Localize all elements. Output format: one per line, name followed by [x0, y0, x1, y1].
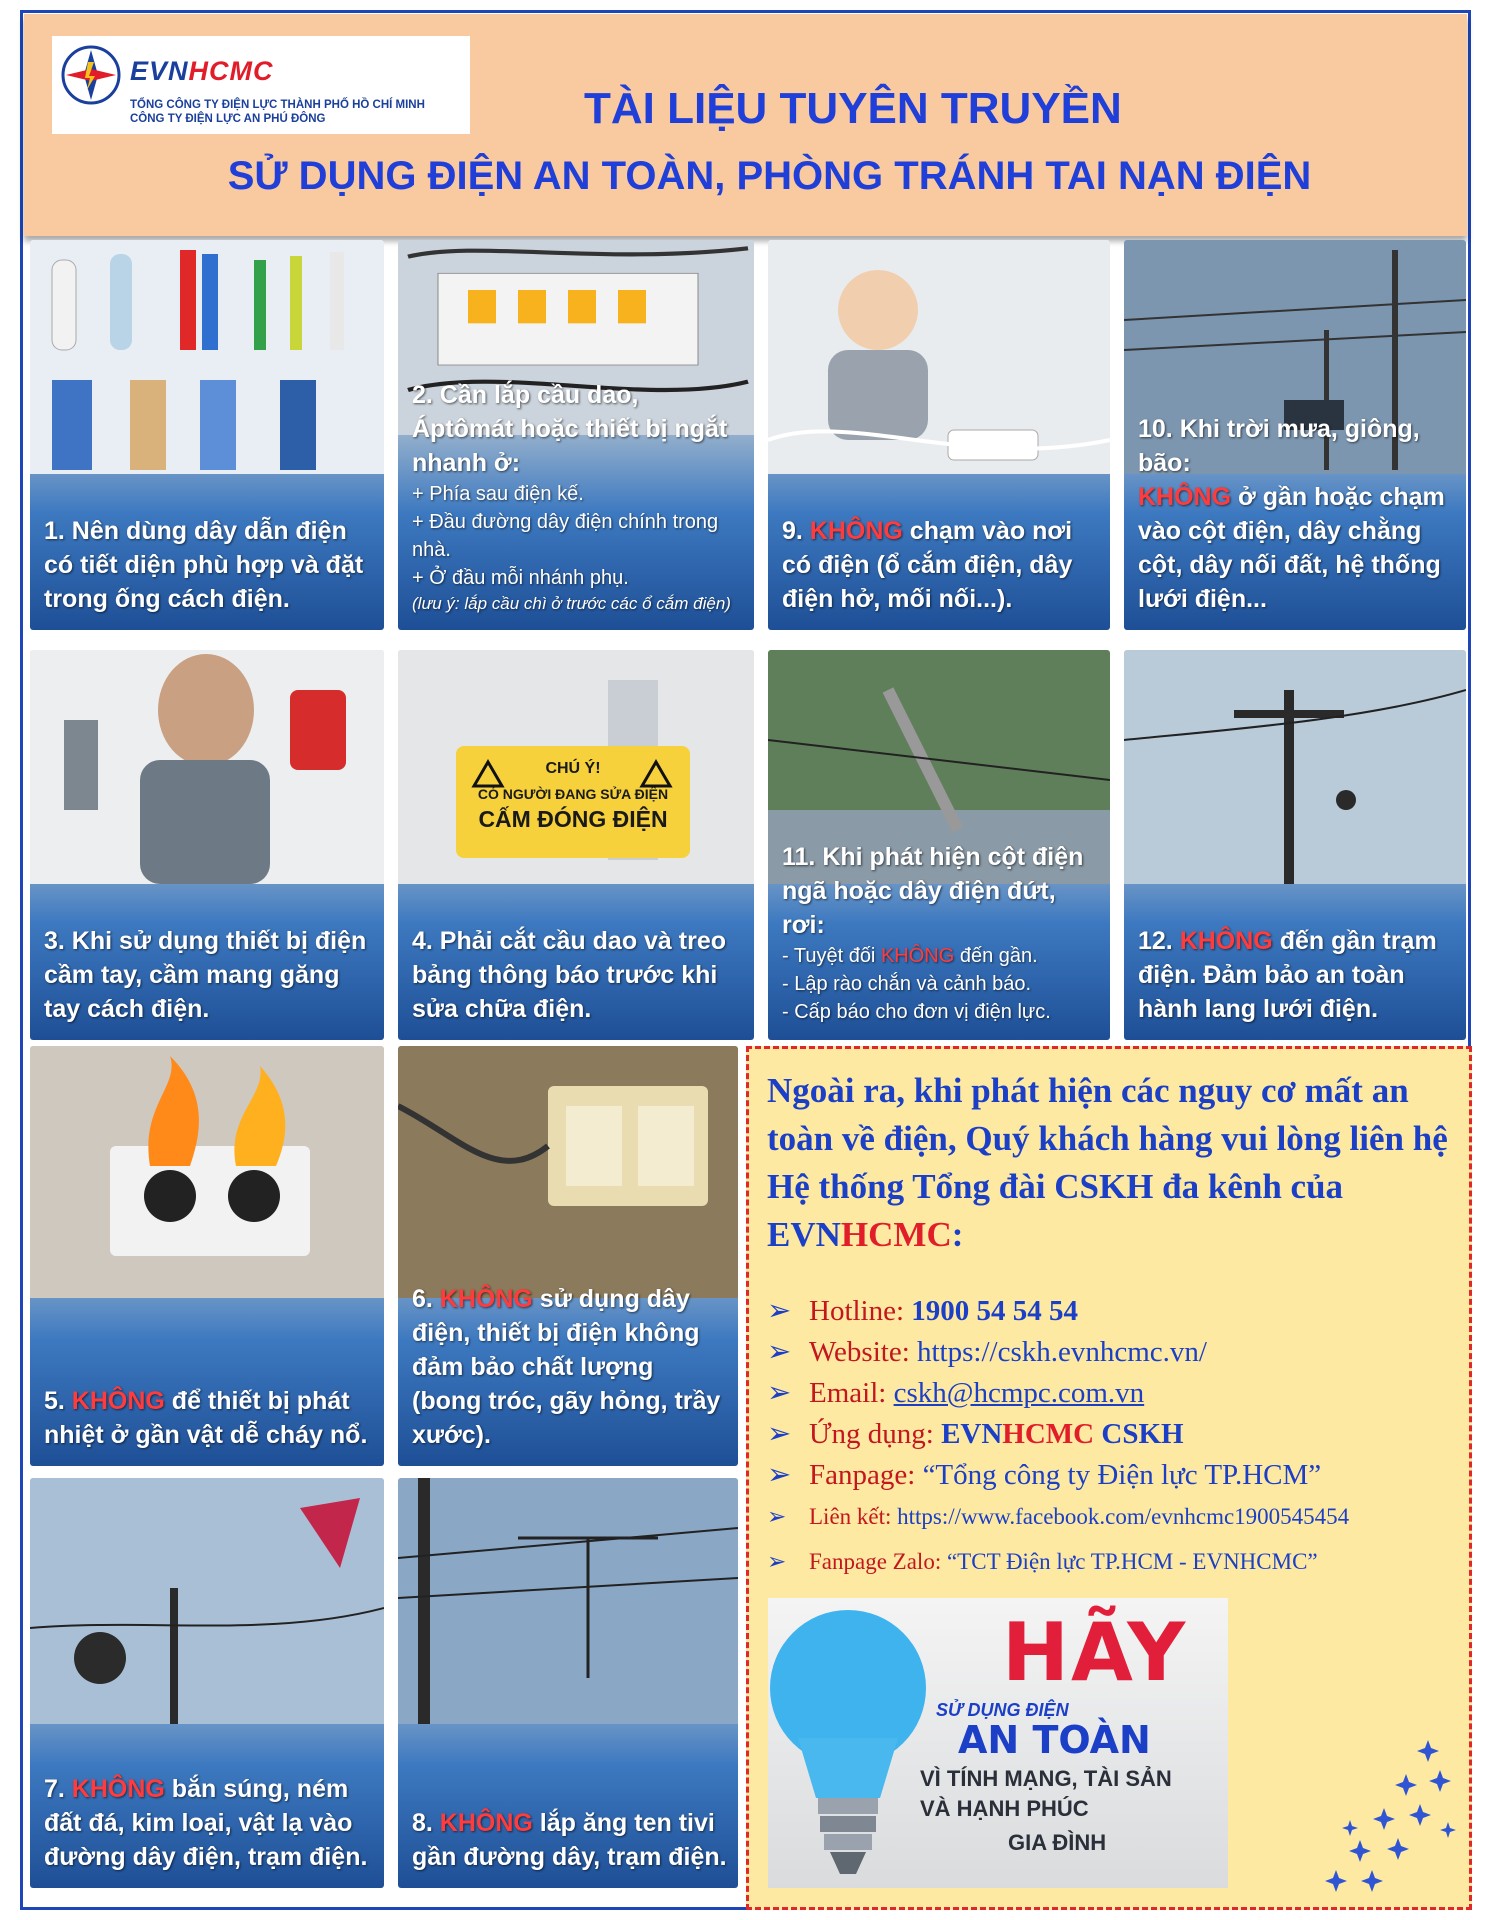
tile-caption: 8. KHÔNG lắp ăng ten tivi gần đường dây, trạm điện. — [412, 1809, 727, 1871]
website-link[interactable]: https://cskh.evnhcmc.vn/ — [917, 1336, 1207, 1368]
evnhcmc-logo — [52, 36, 470, 134]
tile-caption: 9. KHÔNG chạm vào nơi có điện (ổ cắm điện, dây điện hở, mối nối...). — [782, 517, 1073, 613]
arrow-bullet-icon: ➢ — [767, 1377, 792, 1409]
tile-wires — [30, 240, 384, 630]
tile-caption: 6. KHÔNG sử dụng dây điện, thiết bị điện không đảm bảo chất lượng (bong tróc, gãy hỏng, trầy xước). — [412, 1285, 721, 1449]
worker-tools-illustration — [30, 650, 384, 884]
slogan-line: GIA ĐÌNH — [1008, 1830, 1107, 1855]
tile-antenna — [398, 1478, 738, 1888]
contact-zalo: ➢ Fanpage Zalo: “TCT Điện lực TP.HCM - EVNHCMC” — [767, 1541, 1467, 1582]
child-outlet-illustration — [768, 240, 1110, 474]
tile-handheld-tools — [30, 650, 384, 1040]
tile-kite — [30, 1478, 384, 1888]
tile-cut-power — [398, 650, 754, 1040]
slogan-highlight: AN TOÀN — [958, 1718, 1151, 1762]
sparkle-decoration-icon — [1310, 1730, 1460, 1900]
tile-caption: 5. KHÔNG để thiết bị phát nhiệt ở gần vật dễ cháy nổ. — [44, 1387, 368, 1449]
tile-damaged-wire — [398, 1046, 738, 1466]
contact-email: ➢ Email: cskh@hcmpc.com.vn — [767, 1373, 1467, 1414]
warning-sign: CHÚ Ý! CÓ NGƯỜI ĐANG SỬA ĐIỆN CẤM ĐÓNG ĐIỆN — [477, 760, 669, 832]
antenna-illustration — [398, 1478, 738, 1724]
contact-fanpage: ➢ Fanpage: “Tổng công ty Điện lực TP.HCM” — [767, 1455, 1467, 1496]
wires-illustration — [30, 240, 384, 474]
safety-slogan-banner — [768, 1598, 1228, 1888]
slogan-hay: HÃY — [1002, 1606, 1188, 1699]
burning-outlet-illustration — [30, 1046, 384, 1298]
contact-hotline: ➢ Hotline: 1900 54 54 54 — [767, 1291, 1467, 1332]
damaged-socket-illustration — [398, 1046, 738, 1298]
contact-facebook-link: ➢ Liên kết: https://www.facebook.com/evnhcmc1900545454 — [767, 1496, 1467, 1537]
header-banner — [24, 14, 1467, 236]
hotline-number[interactable]: 1900 54 54 54 — [911, 1295, 1079, 1327]
slogan-line: SỬ DỤNG ĐIỆN — [936, 1700, 1069, 1720]
tile-caption: 11. Khi phát hiện cột điện ngã hoặc dây điện đứt, rơi: - Tuyệt đối KHÔNG đến gần. - Lập rào chắn và cảnh báo. - Cấp báo cho đơn vị điện lực. — [782, 843, 1084, 1023]
tile-circuit-breaker — [398, 240, 754, 630]
tile-fire-outlet — [30, 1046, 384, 1466]
arrow-bullet-icon: ➢ — [767, 1504, 787, 1529]
tile-caption: 3. Khi sử dụng thiết bị điện cầm tay, cầm mang găng tay cách điện. — [44, 927, 367, 1023]
contact-intro: Ngoài ra, khi phát hiện các nguy cơ mất an toàn về điện, Quý khách hàng vui lòng liên hệ Hệ thống Tổng đài CSKH đa kênh của EVNHCMC: — [767, 1071, 1448, 1254]
arrow-bullet-icon: ➢ — [767, 1549, 787, 1574]
lightbulb-icon — [768, 1598, 928, 1888]
tile-caption: 10. Khi trời mưa, giông, bão: KHÔNG ở gần hoặc chạm vào cột điện, dây chằng cột, dây nối đất, hệ thống lưới điện... — [1138, 415, 1445, 613]
tile-caption: 2. Cần lắp cầu dao, Áptômát hoặc thiết bị ngắt nhanh ở: + Phía sau điện kế. + Đầu đường dây điện chính trong nhà. + Ở đầu mỗi nhánh phụ. (lưu ý: lắp cầu chì ở trước các ổ cắm điện) — [412, 381, 731, 613]
evn-logo-icon — [60, 44, 122, 106]
tile-caption: 1. Nên dùng dây dẫn điện có tiết diện phù hợp và đặt trong ống cách điện. — [44, 517, 364, 613]
tile-storm — [1124, 240, 1466, 630]
email-link[interactable]: cskh@hcmpc.com.vn — [893, 1377, 1145, 1409]
slogan-line: VÀ HẠNH PHÚC — [920, 1796, 1089, 1821]
facebook-link[interactable]: https://www.facebook.com/evnhcmc1900545454 — [897, 1504, 1350, 1529]
arrow-bullet-icon: ➢ — [767, 1418, 792, 1450]
tile-fallen-pole — [768, 650, 1110, 1040]
arrow-bullet-icon: ➢ — [767, 1336, 792, 1368]
kite-power-line-illustration — [30, 1478, 384, 1724]
page-title: TÀI LIỆU TUYÊN TRUYỀN — [584, 84, 1122, 133]
tile-child-outlet — [768, 240, 1110, 630]
tile-caption: 7. KHÔNG bắn súng, ném đất đá, kim loại, vật lạ vào đường dây điện, trạm điện. — [44, 1775, 368, 1871]
page-subtitle: SỬ DỤNG ĐIỆN AN TOÀN, PHÒNG TRÁNH TAI NẠN ĐIỆN — [227, 154, 1312, 198]
arrow-bullet-icon: ➢ — [767, 1459, 792, 1491]
org-name: TỔNG CÔNG TY ĐIỆN LỰC THÀNH PHỐ HỒ CHÍ MINH CÔNG TY ĐIỆN LỰC AN PHÚ ĐÔNG — [130, 99, 425, 125]
contact-website: ➢ Website: https://cskh.evnhcmc.vn/ — [767, 1332, 1467, 1373]
contact-list — [767, 1291, 1467, 1582]
contact-app: ➢ Ứng dụng: EVNHCMC CSKH — [767, 1414, 1467, 1455]
arrow-bullet-icon: ➢ — [767, 1295, 792, 1327]
tile-substation — [1124, 650, 1466, 1040]
tile-caption: 4. Phải cắt cầu dao và treo bảng thông báo trước khi sửa chữa điện. — [412, 927, 727, 1023]
brand-name: EVNHCMC — [130, 56, 274, 86]
utility-pole-illustration — [1124, 650, 1466, 884]
slogan-line: VÌ TÍNH MẠNG, TÀI SẢN — [920, 1766, 1172, 1791]
tile-caption: 12. KHÔNG đến gần trạm điện. Đảm bảo an toàn hành lang lưới điện. — [1138, 927, 1437, 1023]
